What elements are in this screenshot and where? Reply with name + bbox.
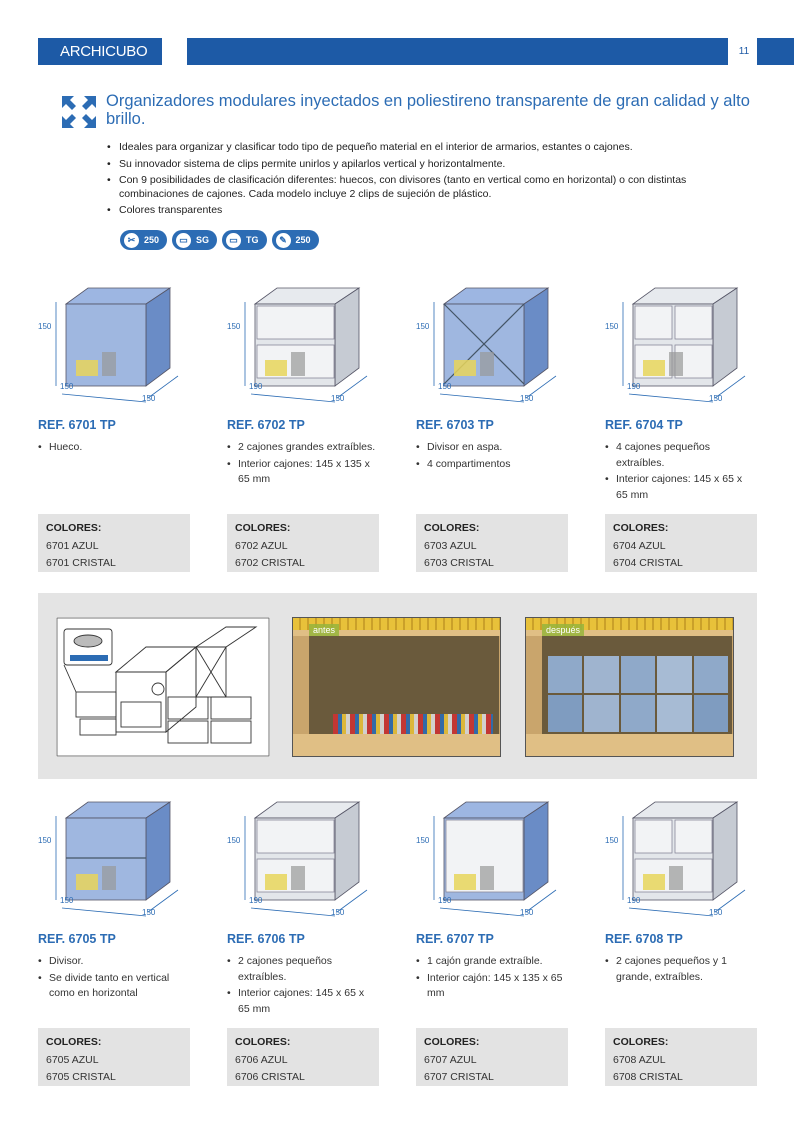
colors-heading: COLORES: <box>235 522 291 534</box>
dimension-height: 150 <box>38 322 52 331</box>
colors-heading: COLORES: <box>613 1036 669 1048</box>
badge-label: SG <box>196 235 210 245</box>
colors-heading: COLORES: <box>46 522 102 534</box>
pen-icon: ✎ <box>276 233 291 248</box>
product-photo <box>227 790 383 918</box>
product-ref: REF. 6705 TP <box>38 932 116 946</box>
dimension-width: 150 <box>142 394 156 403</box>
before-photo <box>292 617 501 757</box>
product-description <box>416 440 566 473</box>
dimension-depth: 190 <box>438 896 452 905</box>
description-bullet: • 2 cajones pequeños y 1 grande, extraíbles. <box>605 954 755 985</box>
description-bullet: • Hueco. <box>38 440 188 456</box>
color-variant: 6703 AZUL <box>424 539 477 552</box>
product-photo <box>605 276 761 404</box>
dimension-width: 150 <box>142 908 156 917</box>
dimension-depth: 190 <box>249 382 263 391</box>
color-variant: 6705 CRISTAL <box>46 1071 116 1083</box>
dimension-width: 150 <box>520 908 534 917</box>
colors-box <box>416 1028 568 1086</box>
dimension-depth: 150 <box>60 382 74 391</box>
colors-box <box>416 514 568 572</box>
colors-heading: COLORES: <box>424 1036 480 1048</box>
product-description <box>416 954 566 1003</box>
section-tag: ARCHICUBO <box>38 38 162 65</box>
colors-box <box>605 514 757 572</box>
color-variant: 6701 AZUL <box>46 539 99 552</box>
color-variant: 6702 CRISTAL <box>235 557 305 569</box>
dimension-depth: 190 <box>627 896 641 905</box>
capacity-badge <box>222 230 267 250</box>
color-variant: 6703 CRISTAL <box>424 557 494 569</box>
shelf-base <box>293 734 501 757</box>
color-variant: 6704 CRISTAL <box>613 557 683 569</box>
after-label: después <box>542 624 584 636</box>
product-photo <box>227 276 383 404</box>
product-ref: REF. 6703 TP <box>416 418 494 432</box>
clutter <box>333 714 493 734</box>
capacity-badges <box>120 230 319 250</box>
intro-bullet: • Su innovador sistema de clips permite unirlos y apilarlos vertical y horizontalmente. <box>106 158 746 172</box>
intro-title: Organizadores modulares inyectados en poliestireno transparente de gran calidad y alto brillo. <box>106 92 750 128</box>
color-variant: 6707 CRISTAL <box>424 1071 494 1083</box>
dimension-width: 150 <box>520 394 534 403</box>
color-variant: 6704 AZUL <box>613 539 666 552</box>
colors-heading: COLORES: <box>424 522 480 534</box>
dimension-height: 150 <box>227 836 241 845</box>
product-ref: REF. 6706 TP <box>227 932 305 946</box>
description-bullet: • Se divide tanto en vertical como en horizontal <box>38 971 188 1002</box>
dimension-depth: 150 <box>438 382 452 391</box>
expand-arrows-icon <box>62 96 96 128</box>
product-photo <box>38 276 194 404</box>
product-description <box>38 440 188 457</box>
colors-heading: COLORES: <box>46 1036 102 1048</box>
assembly-illustration <box>56 617 270 757</box>
capacity-badge <box>172 230 217 250</box>
color-variant: 6701 CRISTAL <box>46 557 116 569</box>
product-photo <box>416 276 572 404</box>
badge-label: 250 <box>295 235 311 245</box>
colors-heading: COLORES: <box>613 522 669 534</box>
description-bullet: • Interior cajón: 145 x 135 x 65 mm <box>416 971 566 1002</box>
product-ref: REF. 6704 TP <box>605 418 683 432</box>
dimension-height: 150 <box>416 322 430 331</box>
tools-icon: ✂ <box>124 233 139 248</box>
printer-icon: ▭ <box>226 233 241 248</box>
dimension-depth: 190 <box>249 896 263 905</box>
description-bullet: • Divisor. <box>38 954 188 970</box>
color-variant: 6706 CRISTAL <box>235 1071 305 1083</box>
dimension-width: 150 <box>331 908 345 917</box>
stacked-cubes-drawing <box>56 617 270 757</box>
product-ref: REF. 6701 TP <box>38 418 116 432</box>
description-bullet: • Interior cajones: 145 x 135 x 65 mm <box>227 457 377 488</box>
product-ref: REF. 6707 TP <box>416 932 494 946</box>
colors-box <box>227 514 379 572</box>
shelf-base <box>526 734 734 757</box>
dimension-height: 150 <box>605 322 619 331</box>
description-bullet: • 4 cajones pequeños extraíbles. <box>605 440 755 471</box>
dimension-height: 150 <box>416 836 430 845</box>
dimension-height: 150 <box>605 836 619 845</box>
dimension-width: 150 <box>709 908 723 917</box>
capacity-badge <box>120 230 167 250</box>
color-variant: 6706 AZUL <box>235 1053 288 1066</box>
badge-label: 250 <box>144 235 160 245</box>
badge-label: TG <box>246 235 259 245</box>
colors-box <box>38 514 190 572</box>
colors-box <box>227 1028 379 1086</box>
organized-cubes <box>548 656 728 732</box>
product-photo <box>605 790 761 918</box>
intro-bullets <box>106 141 746 221</box>
dimension-depth: 190 <box>627 382 641 391</box>
description-bullet: • 2 cajones grandes extraíbles. <box>227 440 377 456</box>
product-description <box>605 440 755 504</box>
product-description <box>38 954 188 1003</box>
color-variant: 6708 CRISTAL <box>613 1071 683 1083</box>
color-variant: 6707 AZUL <box>424 1053 477 1066</box>
description-bullet: • 1 cajón grande extraíble. <box>416 954 566 970</box>
printer-icon: ▭ <box>176 233 191 248</box>
product-description <box>227 954 377 1018</box>
description-bullet: • Divisor en aspa. <box>416 440 566 456</box>
dimension-width: 150 <box>709 394 723 403</box>
header-bar-right <box>757 38 794 65</box>
product-description <box>605 954 755 986</box>
color-variant: 6708 AZUL <box>613 1053 666 1066</box>
intro-bullet: • Colores transparentes <box>106 204 746 218</box>
dimension-depth: 150 <box>60 896 74 905</box>
intro-bullet: • Con 9 posibilidades de clasificación diferentes: huecos, con divisores (tanto en vertical como en horizontal) o con distintas combinaciones de cajones. Cada modelo incluye 2 clips de sujeción de plástico. <box>106 174 746 201</box>
page-number: 11 <box>738 46 750 57</box>
after-photo <box>525 617 734 757</box>
product-ref: REF. 6708 TP <box>605 932 683 946</box>
capacity-badge <box>272 230 319 250</box>
colors-box <box>605 1028 757 1086</box>
description-bullet: • 4 compartimentos <box>416 457 566 473</box>
color-variant: 6705 AZUL <box>46 1053 99 1066</box>
description-bullet: • Interior cajones: 145 x 65 x 65 mm <box>227 986 377 1017</box>
colors-box <box>38 1028 190 1086</box>
product-photo <box>38 790 194 918</box>
color-variant: 6702 AZUL <box>235 539 288 552</box>
description-bullet: • 2 cajones pequeños extraíbles. <box>227 954 377 985</box>
product-ref: REF. 6702 TP <box>227 418 305 432</box>
header-bar <box>187 38 728 65</box>
dimension-width: 150 <box>331 394 345 403</box>
before-label: antes <box>309 624 339 636</box>
description-bullet: • Interior cajones: 145 x 65 x 65 mm <box>605 472 755 503</box>
product-description <box>227 440 377 489</box>
dimension-height: 150 <box>227 322 241 331</box>
intro-bullet: • Ideales para organizar y clasificar todo tipo de pequeño material en el interior de armarios, estantes o cajones. <box>106 141 746 155</box>
product-photo <box>416 790 572 918</box>
colors-heading: COLORES: <box>235 1036 291 1048</box>
dimension-height: 150 <box>38 836 52 845</box>
